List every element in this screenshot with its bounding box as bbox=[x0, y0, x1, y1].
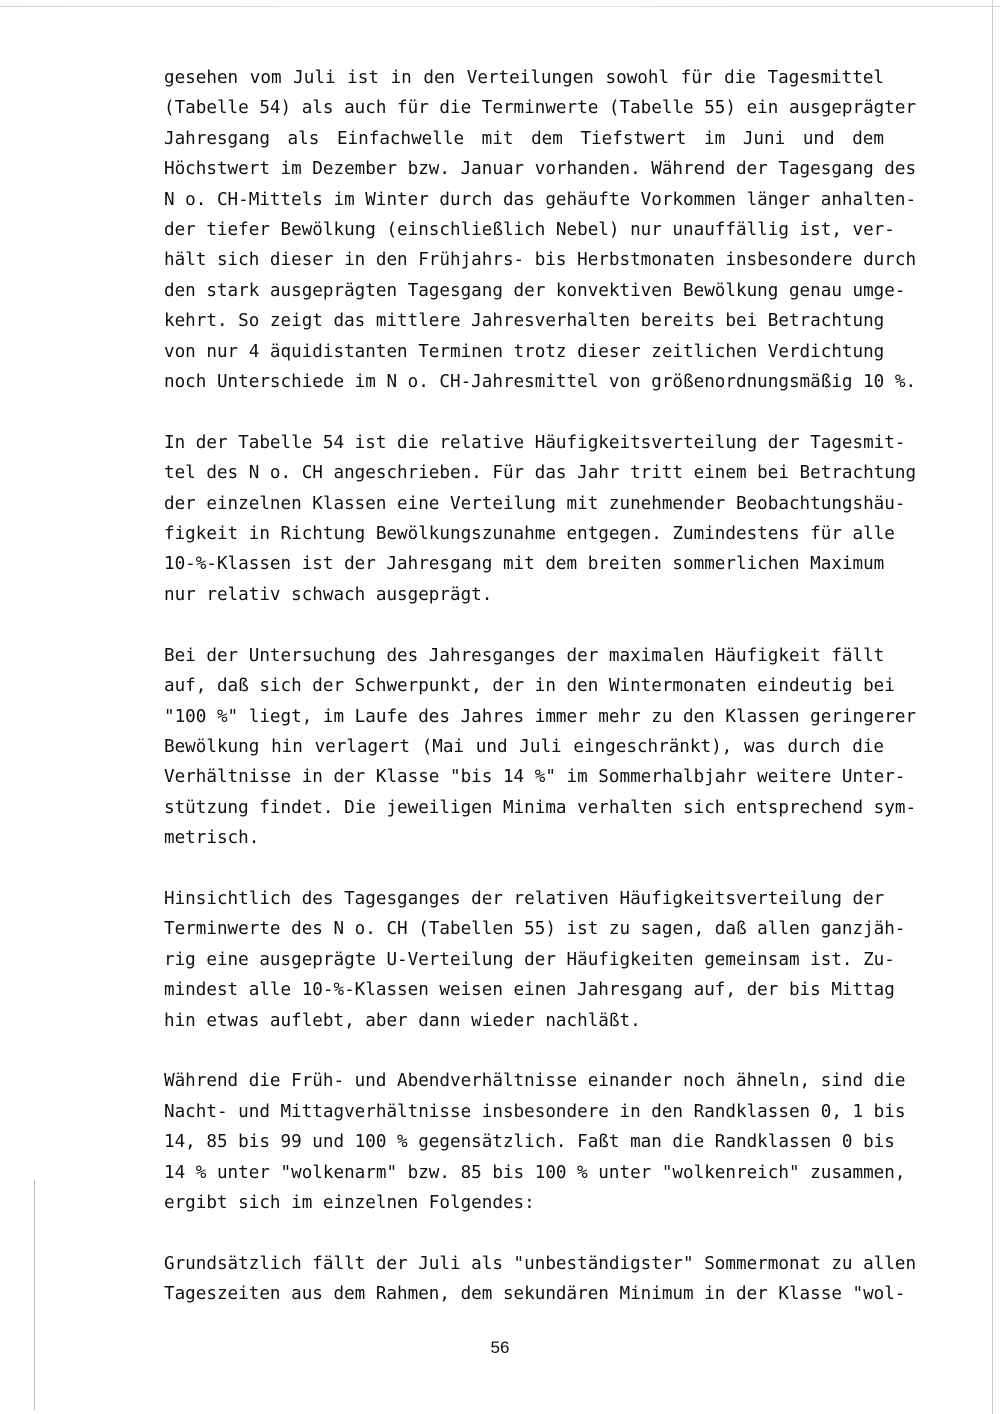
paragraph-1 bbox=[164, 63, 917, 397]
text-line: Während die Früh- und Abendverhältnisse einander noch ähneln, sind die bbox=[164, 1071, 906, 1092]
text-line: Grundsätzlich fällt der Juli als "unbeständigster" Sommermonat zu allen bbox=[164, 1253, 917, 1274]
text-line: tel des N o. CH angeschrieben. Für das Jahr tritt einem bei Betrachtung bbox=[164, 463, 917, 484]
page-number: 56 bbox=[490, 1338, 510, 1357]
text-line: Bei der Untersuchung des Jahresganges der maximalen Häufigkeit fällt bbox=[164, 645, 885, 666]
scan-edge-right bbox=[992, 0, 993, 1414]
paragraph-2 bbox=[164, 428, 917, 610]
text-line: Tageszeiten aus dem Rahmen, dem sekundären Minimum in der Klasse "wol- bbox=[164, 1284, 906, 1305]
text-line: figkeit in Richtung Bewölkungszunahme entgegen. Zumindestens für alle bbox=[164, 524, 895, 545]
text-line: kehrt. So zeigt das mittlere Jahresverhalten bereits bei Betrachtung bbox=[164, 311, 885, 332]
text-line: 14 % unter "wolkenarm" bzw. 85 bis 100 % unter "wolkenreich" zusammen, bbox=[164, 1162, 906, 1183]
text-line: metrisch. bbox=[164, 828, 260, 849]
scan-edge-top bbox=[0, 6, 1000, 7]
text-line: stützung findet. Die jeweiligen Minima verhalten sich entsprechend sym- bbox=[164, 797, 917, 818]
text-line: Verhältnisse in der Klasse "bis 14 %" im Sommerhalbjahr weitere Unter- bbox=[164, 767, 906, 788]
text-line: von nur 4 äquidistanten Terminen trotz dieser zeitlichen Verdichtung bbox=[164, 341, 885, 362]
text-line: "100 %" liegt, im Laufe des Jahres immer mehr zu den Klassen geringerer bbox=[164, 706, 917, 727]
text-line: gesehen vom Juli ist in den Verteilungen sowohl für die Tagesmittel bbox=[164, 68, 884, 88]
text-line: hält sich dieser in den Frühjahrs- bis Herbstmonaten insbesondere durch bbox=[164, 250, 917, 271]
text-line: mindest alle 10-%-Klassen weisen einen Jahresgang auf, der bis Mittag bbox=[164, 980, 895, 1001]
text-line: In der Tabelle 54 ist die relative Häufigkeitsverteilung der Tagesmit- bbox=[164, 432, 906, 453]
paragraph-6 bbox=[164, 1249, 917, 1310]
text-line: Jahresgang als Einfachwelle mit dem Tiefstwert im Juni und dem bbox=[164, 128, 884, 149]
text-line: N o. CH-Mittels im Winter durch das gehäufte Vorkommen länger anhalten- bbox=[164, 189, 917, 210]
text-line: nur relativ schwach ausgeprägt. bbox=[164, 584, 493, 605]
paragraph-3 bbox=[164, 641, 917, 854]
text-line: den stark ausgeprägten Tagesgang der konvektiven Bewölkung genau umge- bbox=[164, 280, 906, 301]
text-line: der einzelnen Klassen eine Verteilung mit zunehmender Beobachtungshäu- bbox=[164, 493, 906, 514]
text-line: Nacht- und Mittagverhältnisse insbesondere in den Randklassen 0, 1 bis bbox=[164, 1101, 906, 1122]
text-line: der tiefer Bewölkung (einschließlich Nebel) nur unauffällig ist, ver- bbox=[164, 220, 895, 241]
paragraph-4 bbox=[164, 884, 906, 1036]
text-line: noch Unterschiede im N o. CH-Jahresmittel von größenordnungsmäßig 10 %. bbox=[164, 372, 917, 393]
paragraph-5 bbox=[164, 1066, 906, 1218]
text-line: rig eine ausgeprägte U-Verteilung der Häufigkeiten gemeinsam ist. Zu- bbox=[164, 949, 895, 970]
text-line: auf, daß sich der Schwerpunkt, der in den Wintermonaten eindeutig bei bbox=[164, 676, 895, 697]
text-line: Hinsichtlich des Tagesganges der relativen Häufigkeitsverteilung der bbox=[164, 888, 885, 909]
text-line: hin etwas auflebt, aber dann wieder nachläßt. bbox=[164, 1010, 641, 1031]
text-line: Höchstwert im Dezember bzw. Januar vorhanden. Während der Tagesgang des bbox=[164, 159, 917, 180]
document-body bbox=[164, 63, 917, 1340]
text-line: Terminwerte des N o. CH (Tabellen 55) ist zu sagen, daß allen ganzjäh- bbox=[164, 919, 906, 940]
text-line: (Tabelle 54) als auch für die Terminwerte (Tabelle 55) ein ausgeprägter bbox=[164, 98, 917, 119]
text-line: 10-%-Klassen ist der Jahresgang mit dem breiten sommerlichen Maximum bbox=[164, 554, 885, 575]
text-line: ergibt sich im einzelnen Folgendes: bbox=[164, 1192, 535, 1213]
scan-edge-left bbox=[34, 1180, 35, 1410]
text-line: Bewölkung hin verlagert (Mai und Juli eingeschränkt), was durch die bbox=[164, 736, 884, 757]
text-line: 14, 85 bis 99 und 100 % gegensätzlich. Faßt man die Randklassen 0 bis bbox=[164, 1132, 895, 1153]
